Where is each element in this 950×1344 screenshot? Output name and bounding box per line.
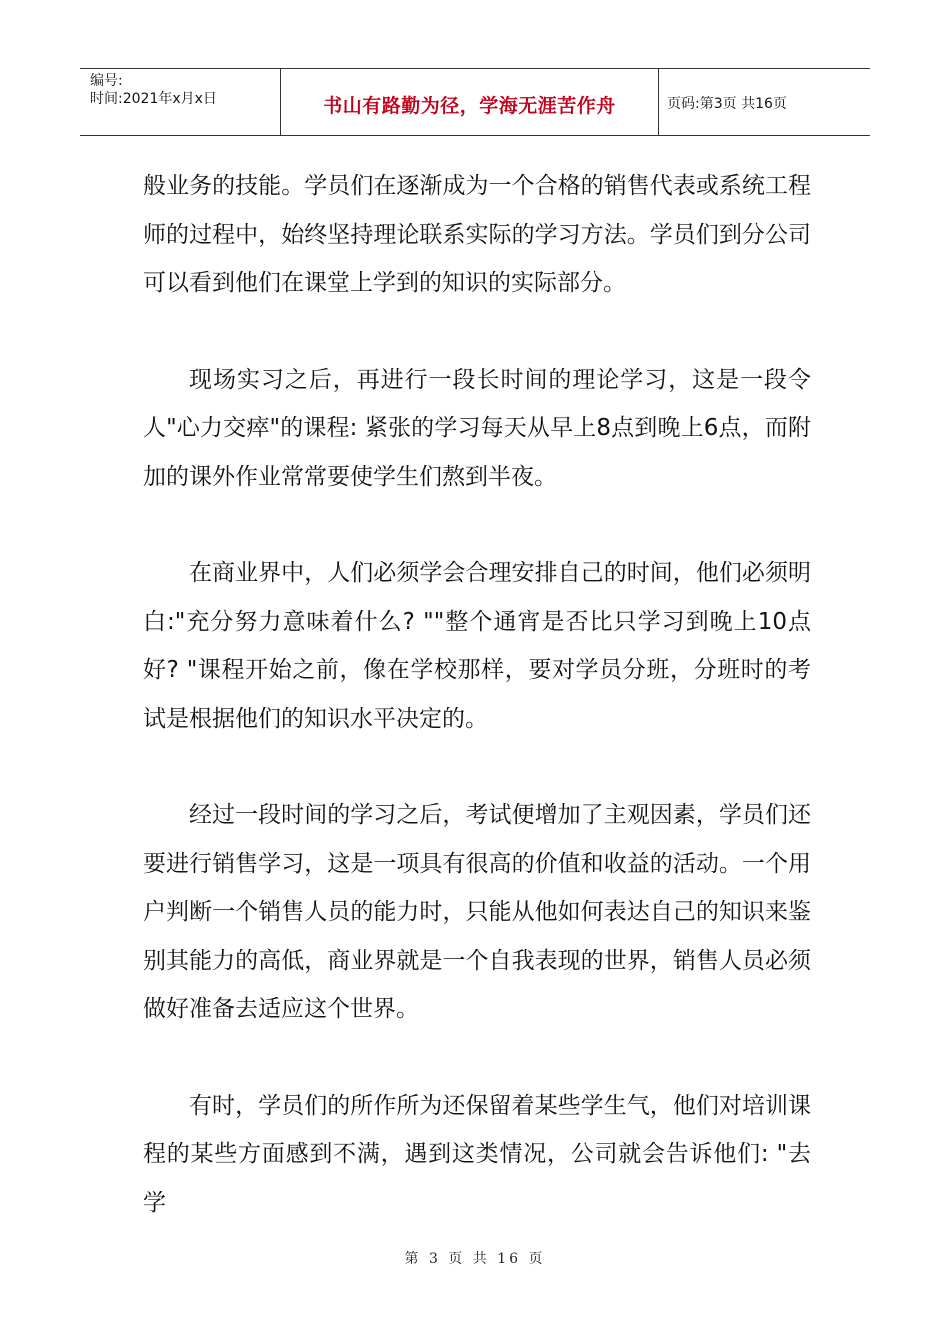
- header-motto: 书山有路勤为径，学海无涯苦作舟: [323, 95, 616, 117]
- header-meta-cell: [80, 69, 281, 135]
- body-paragraph: 般业务的技能。学员们在逐渐成为一个合格的销售代表或系统工程师的过程中，始终坚持理论联系实际的学习方法。学员们到分公司可以看到他们在课堂上学到的知识的实际部分。: [143, 173, 811, 296]
- header-page-cell: [659, 69, 870, 135]
- document-body: [143, 162, 811, 1227]
- page-footer: 第 3 页 共 16 页: [404, 1251, 546, 1267]
- body-paragraph: 现场实习之后，再进行一段长时间的理论学习，这是一段令人"心力交瘁"的课程: 紧张的学习每天从早上8点到晚上6点，而附加的课外作业常常要使学生们熬到半夜。: [143, 366, 811, 490]
- page-header: [80, 68, 870, 136]
- header-page-info: 页码:第3页 共16页: [667, 96, 787, 112]
- document-date-label: 时间:2021年x月x日: [90, 91, 217, 107]
- header-motto-cell: [281, 69, 659, 135]
- document-code-label: 编号:: [90, 73, 123, 89]
- body-paragraph: 有时，学员们的所作所为还保留着某些学生气，他们对培训课程的某些方面感到不满，遇到这类情况，公司就会告诉他们: "去学: [143, 1092, 811, 1216]
- body-paragraph: 在商业界中，人们必须学会合理安排自己的时间，他们必须明白:"充分努力意味着什么? ""整个通宵是否比只学习到晚上10点好? "课程开始之前，像在学校那样，要对学员分班，分班时的考试是根据他们的知识水平决定的。: [143, 560, 811, 732]
- body-paragraph: 经过一段时间的学习之后，考试便增加了主观因素，学员们还要进行销售学习，这是一项具有很高的价值和收益的活动。一个用户判断一个销售人员的能力时，只能从他如何表达自己的知识来鉴别其能力的高低，商业界就是一个自我表现的世界，销售人员必须做好准备去适应这个世界。: [143, 802, 811, 1022]
